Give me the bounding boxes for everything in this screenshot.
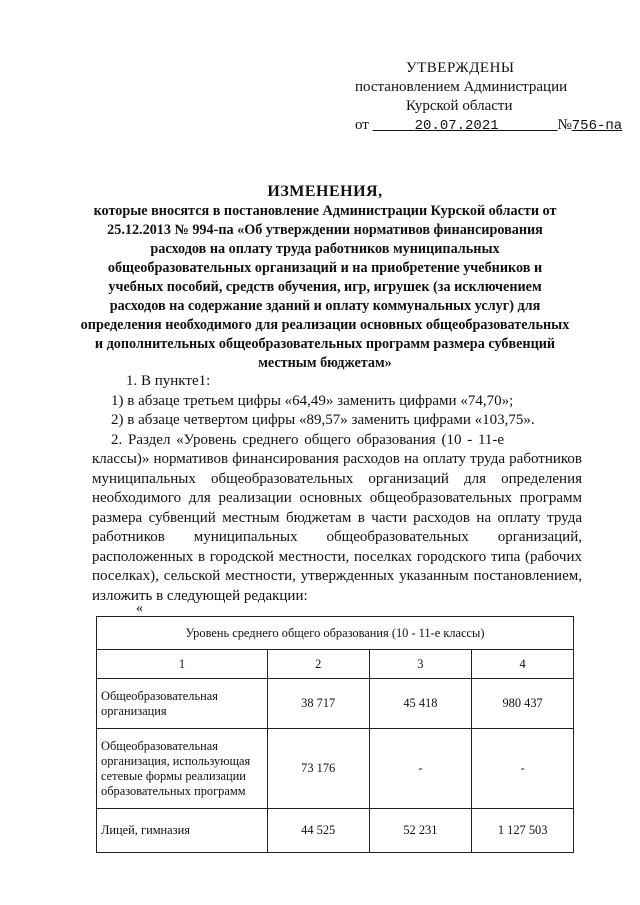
row-value: 980 437 (472, 679, 574, 729)
approval-line-2: Курской области (406, 98, 513, 114)
table-row (97, 729, 574, 809)
opening-quote: « (136, 601, 143, 616)
item-1-1: 1) в абзаце третьем цифры «64,49» заменить цифрами «74,70»; (111, 392, 514, 409)
row-name: Общеобразовательная организация (97, 679, 268, 729)
approval-date-row (355, 117, 622, 134)
row-value: 38 717 (267, 679, 369, 729)
heading-title: ИЗМЕНЕНИЯ, (267, 183, 383, 200)
col-number: 4 (472, 650, 574, 679)
row-value: - (472, 729, 574, 809)
item-1-2: 2) в абзаце четвертом цифры «89,57» заменить цифрами «103,75». (111, 412, 535, 428)
col-number: 1 (97, 650, 268, 679)
row-value: 45 418 (369, 679, 472, 729)
row-name: Общеобразовательная организация, использующая сетевые формы реализации образовательных программ (97, 729, 268, 809)
norms-table (96, 616, 574, 853)
col-number: 2 (267, 650, 369, 679)
row-value: 44 525 (267, 809, 369, 853)
heading-subtitle: которые вносятся в постановление Администрации Курской области от 25.12.2013 № 994-па «Об утверждении нормативов финансирования расходов на оплату труда работников муниципальных общеобразовательных организаций и на приобретение учебников и учебных пособий, средств обучения, игр, игрушек (за исключением расходов на содержание зданий и оплату коммунальных услуг) для определения необходимого для реализации основных общеобразовательных и дополнительных общеобразовательных программ размера субвенций местным бюджетам» (80, 203, 570, 371)
number-prefix: № (557, 117, 572, 133)
item-1: 1. В пункте1: (126, 373, 211, 389)
table-row (97, 809, 574, 853)
approval-date: 20.07.2021 (414, 118, 499, 134)
row-value: 1 127 503 (472, 809, 574, 853)
row-name: Лицей, гимназия (97, 809, 268, 853)
changes-heading (80, 182, 570, 373)
approval-title: УТВЕРЖДЕНЫ (406, 60, 515, 76)
document-body (92, 372, 582, 606)
item-2-text: классы)» нормативов финансирования расходов на оплату труда работников муниципальных общеобразовательных организаций для определения необходимого для реализации основных общеобразовательных программ размера субвенций местным бюджетам в части расходов на оплату труда работников муниципальных общеобразовательных организаций, расположенных в городской местности, поселках городского типа (рабочих поселках), сельской местности, утвержденных указанным постановлением, изложить в следующей редакции: (92, 451, 582, 604)
item-2-first-line: 2. Раздел «Уровень среднего общего образования (10 - 11-е (111, 431, 505, 448)
row-value: 73 176 (267, 729, 369, 809)
table-caption: Уровень среднего общего образования (10 - 11-е классы) (97, 617, 574, 650)
row-value: - (369, 729, 472, 809)
approval-number: 756-па (571, 118, 623, 134)
row-value: 52 231 (369, 809, 472, 853)
table-row (97, 679, 574, 729)
date-prefix: от (355, 117, 369, 133)
col-number: 3 (369, 650, 472, 679)
approval-line-1: постановлением Администрации (355, 79, 568, 95)
table-column-numbers (97, 650, 574, 679)
